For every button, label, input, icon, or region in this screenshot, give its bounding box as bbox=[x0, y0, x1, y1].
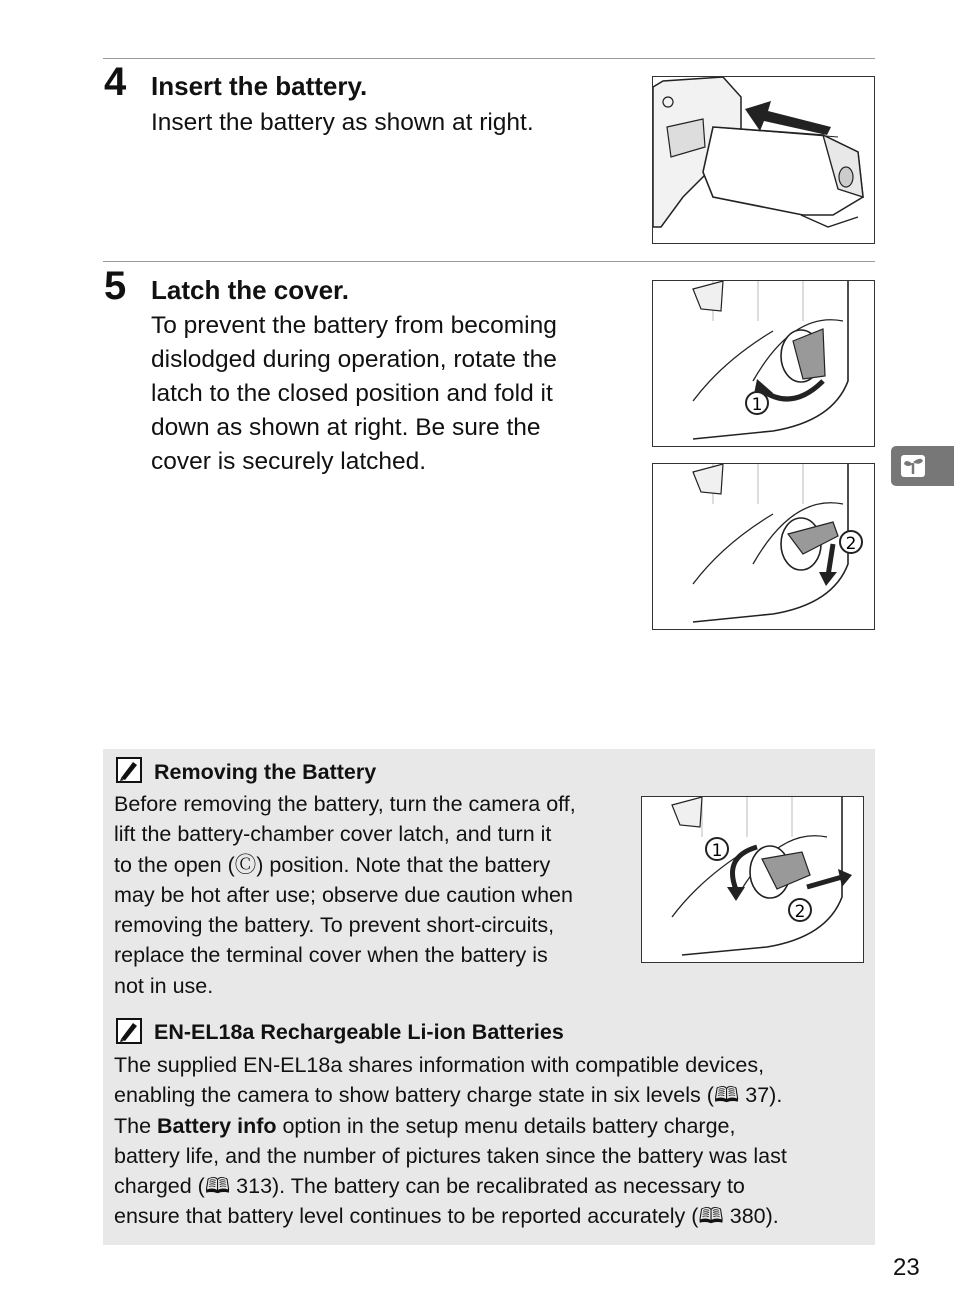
note-1-line: Before removing the battery, turn the camera off, bbox=[114, 792, 576, 816]
note-1-line: replace the terminal cover when the battery is bbox=[114, 943, 548, 968]
note-1-body bbox=[114, 789, 576, 1001]
note-2-body bbox=[114, 1050, 787, 1232]
latch-rotate-illustration bbox=[652, 280, 875, 447]
pencil-note-icon bbox=[116, 757, 142, 783]
latch-step-2-label: 2 bbox=[845, 534, 857, 554]
step-5-line: dislodged during operation, rotate the bbox=[151, 346, 557, 373]
chapter-tab bbox=[891, 446, 954, 486]
note-1-line: not in use. bbox=[114, 973, 214, 998]
note-2-text: option in the setup menu details battery charge, bbox=[276, 1113, 736, 1138]
step-4-number: 4 bbox=[104, 60, 127, 104]
top-rule bbox=[103, 58, 875, 59]
remove-battery-illustration bbox=[641, 796, 864, 963]
note-2-line bbox=[114, 1111, 787, 1141]
step-4-body: Insert the battery as shown at right. bbox=[151, 109, 534, 136]
note-1-line: may be hot after use; observe due caution when bbox=[114, 882, 573, 907]
step-4-title: Insert the battery. bbox=[151, 71, 368, 101]
note-2-title: EN-EL18a Rechargeable Li-ion Batteries bbox=[154, 1020, 564, 1044]
remove-step-1-label: 1 bbox=[711, 841, 723, 861]
latch-fold-illustration bbox=[652, 463, 875, 630]
step-5-body bbox=[151, 309, 557, 479]
note-1-line: removing the battery. To prevent short-circuits, bbox=[114, 913, 555, 938]
step-5-line: down as shown at right. Be sure the bbox=[151, 414, 541, 441]
note-2-line: The supplied EN-EL18a shares information with compatible devices, bbox=[114, 1053, 765, 1077]
note-2-text: The bbox=[114, 1113, 158, 1138]
note-1-title: Removing the Battery bbox=[154, 760, 377, 784]
note-1-line: to the open (Ⓒ) position. Note that the battery bbox=[114, 852, 551, 877]
latch-step-1-label: 1 bbox=[751, 395, 763, 415]
note-2-line: battery life, and the number of pictures taken since the battery was last bbox=[114, 1143, 787, 1168]
pencil-note-icon bbox=[116, 1018, 142, 1044]
step-5-title: Latch the cover. bbox=[151, 275, 349, 305]
latch-rotate-drawing bbox=[653, 281, 874, 446]
battery-info-term: Battery info bbox=[157, 1113, 277, 1138]
sprout-icon bbox=[891, 446, 954, 486]
step-5-number: 5 bbox=[104, 264, 127, 308]
notes-box bbox=[103, 749, 875, 1245]
page-number: 23 bbox=[893, 1254, 920, 1281]
note-2-line: ensure that battery level continues to be reported accurately (🕮 380). bbox=[114, 1204, 779, 1229]
note-2-line: enabling the camera to show battery charge state in six levels (🕮 37). bbox=[114, 1083, 783, 1108]
note-2-line: charged (🕮 313). The battery can be recalibrated as necessary to bbox=[114, 1174, 745, 1199]
note-1-line: lift the battery-chamber cover latch, and turn it bbox=[114, 822, 552, 847]
remove-step-2-label: 2 bbox=[794, 902, 806, 922]
step-5-line: latch to the closed position and fold it bbox=[151, 380, 553, 407]
step-divider-rule bbox=[103, 261, 875, 262]
insert-battery-drawing bbox=[653, 77, 874, 243]
latch-fold-drawing bbox=[653, 464, 874, 629]
step-5-line: To prevent the battery from becoming bbox=[151, 312, 557, 339]
step-5-line: cover is securely latched. bbox=[151, 448, 427, 475]
remove-battery-drawing bbox=[642, 797, 863, 962]
insert-battery-illustration bbox=[652, 76, 875, 244]
